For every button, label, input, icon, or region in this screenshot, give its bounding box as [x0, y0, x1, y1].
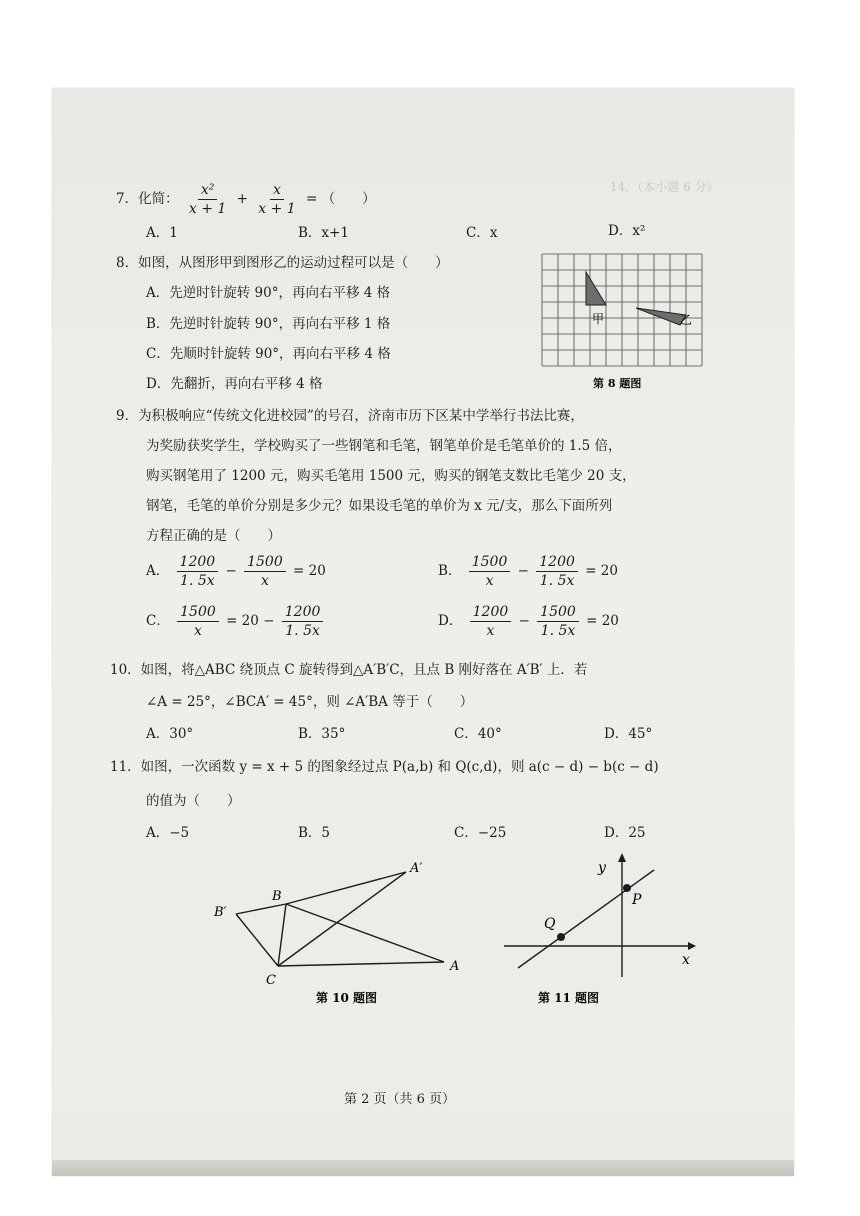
q10-option-a: A．30° [146, 726, 194, 742]
q8-option-b: B．先逆时针旋转 90°，再向右平移 1 格 [146, 316, 391, 332]
q9-line-3: 购买钢笔用了 1200 元，购买毛笔用 1500 元，购买的钢笔支数比毛笔少 20 支， [146, 468, 636, 484]
q11-option-c: C．−25 [454, 825, 507, 841]
linear-function-line [518, 870, 654, 968]
q7-option-c: C．x [466, 225, 498, 241]
q9-line-4: 钢笔，毛笔的单价分别是多少元？如果设毛笔的单价为 x 元/支，那么下面所列 [146, 498, 613, 514]
q11-figure [498, 852, 708, 1012]
q9-line-5: 方程正确的是（ ） [146, 528, 281, 544]
point-p-dot [623, 884, 631, 892]
q7-option-d: D．x² [608, 223, 646, 239]
segment-cb [278, 904, 286, 966]
segment-b1c [236, 914, 278, 966]
q8-grid-figure [538, 250, 708, 398]
y-axis-arrow [618, 853, 626, 862]
q7-option-b: B．x+1 [298, 225, 349, 241]
q10-option-b: B．35° [298, 726, 346, 742]
bleed-text-1: 14．（本小题 6 分） [610, 180, 719, 194]
q9-option-b: B． $\frac{1500}{x}$ − $\frac{1200}{1. 5x}$ = 20 [438, 554, 618, 589]
point-b1: B′ [214, 905, 227, 920]
segment-b1b [236, 904, 286, 914]
q10-figure [200, 852, 480, 1012]
q11-line-2: 的值为（ ） [146, 793, 241, 809]
shape-jia [586, 272, 606, 305]
q10-line-1: 10．如图，将△ABC 绕顶点 C 旋转得到△A′B′C，且点 B 刚好落在 A′B′ 上．若 [110, 662, 588, 678]
grid-lines [542, 254, 702, 366]
q7-stem: 7．化简： $\frac{\text{x²}}{x + 1}$ + $\frac{x}{x + 1}$ = （ ） [116, 182, 376, 217]
q8-option-d: D．先翻折，再向右平移 4 格 [146, 376, 323, 392]
q11-caption: 第 11 题图 [538, 991, 600, 1005]
q10-caption: 第 10 题图 [316, 991, 378, 1005]
q9-option-c: C． $\frac{1500}{x}$ = 20 − $\frac{1200}{1. 5x}$ [146, 604, 326, 639]
q7-fraction-1: $\frac{\text{x²}}{x + 1}$ [188, 182, 227, 217]
q10-line-2: ∠A = 25°，∠BCA′ = 45°，则 ∠A′BA 等于（ ） [146, 694, 474, 710]
point-a: A [450, 959, 460, 974]
point-a1: A′ [410, 861, 423, 876]
axis-x-label: x [682, 952, 690, 968]
x-axis-arrow [688, 942, 696, 950]
q11-option-a: A．−5 [146, 825, 190, 841]
shape-yi [636, 308, 686, 325]
q10-option-c: C．40° [454, 726, 502, 742]
q8-option-c: C．先顺时针旋转 90°，再向右平移 4 格 [146, 346, 391, 362]
q9-option-a: A． $\frac{1200}{1. 5x}$ − $\frac{1500}{x}$ = 20 [146, 554, 326, 589]
q9-option-d: D． $\frac{1200}{x}$ − $\frac{1500}{1. 5x}$ = 20 [438, 604, 619, 639]
point-b: B [272, 889, 282, 904]
segment-ca [278, 962, 444, 966]
q8-stem: 8．如图，从图形甲到图形乙的运动过程可以是（ ） [116, 255, 449, 271]
q9-line-1: 9．为积极响应“传统文化进校园”的号召，济南市历下区某中学举行书法比赛， [116, 408, 584, 424]
q7-fraction-2: $\frac{x}{x + 1}$ [258, 182, 296, 217]
point-q-dot [557, 933, 565, 941]
page-footer: 第 2 页（共 6 页） [344, 1092, 456, 1107]
point-c: C [266, 973, 276, 988]
q11-option-d: D．25 [604, 825, 646, 841]
q9-line-2: 为奖励获奖学生，学校购买了一些钢笔和毛笔，钢笔单价是毛笔单价的 1.5 倍， [146, 438, 622, 454]
q11-line-1: 11．如图，一次函数 y = x + 5 的图象经过点 P(a,b) 和 Q(c,d)，则 a(c − d) − b(c − d) [110, 759, 659, 775]
point-p-label: P [632, 892, 642, 908]
segment-ba [286, 904, 444, 962]
q10-option-d: D．45° [604, 726, 653, 742]
axis-y-label: y [598, 860, 606, 876]
label-yi: 乙 [680, 313, 693, 327]
label-jia: 甲 [592, 312, 605, 326]
q8-option-a: A．先逆时针旋转 90°，再向右平移 4 格 [146, 285, 391, 301]
segment-ba1 [286, 872, 406, 904]
q11-option-b: B．5 [298, 825, 331, 841]
point-q-label: Q [544, 916, 556, 932]
segment-ca1 [278, 872, 406, 966]
q8-caption: 第 8 题图 [593, 377, 642, 390]
q7-option-a: A．1 [146, 225, 178, 241]
